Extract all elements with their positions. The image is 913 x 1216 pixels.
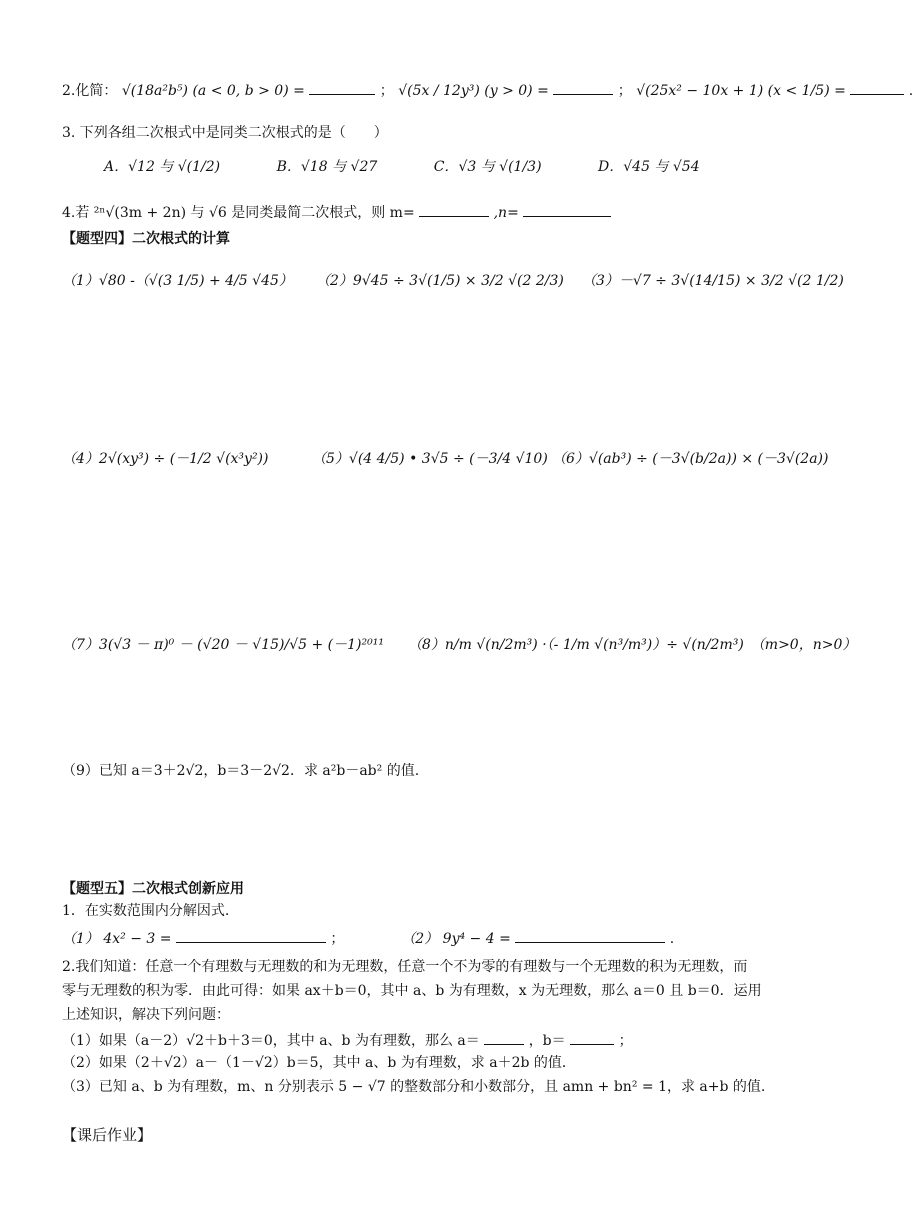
section-4-title: 【题型四】二次根式的计算 xyxy=(62,231,230,247)
option-a-expr: √12 与 √(1/2) xyxy=(128,159,221,175)
option-b-letter: B． xyxy=(276,159,301,175)
option-d-letter: D． xyxy=(598,159,624,175)
q2-expr-1: √(18a²b⁵) (a < 0, b > 0) = xyxy=(121,83,305,99)
option-d-expr: √45 与 √54 xyxy=(623,159,700,175)
calc-item-1: （1）√80 -（√(3 1/5) + 4/5 √45） xyxy=(62,273,293,289)
question-3-stem: 3. 下列各组二次根式中是同类二次根式的是（ ） xyxy=(62,125,388,141)
homework-title: 【课后作业】 xyxy=(62,1126,153,1144)
option-c-letter: C． xyxy=(433,159,459,175)
option-a-letter: A． xyxy=(104,159,129,175)
q2-sep-2: ； xyxy=(617,83,632,99)
q2-blank-3 xyxy=(850,80,904,95)
option-c xyxy=(434,158,542,176)
s5-q1-parts xyxy=(62,928,674,948)
option-a xyxy=(104,158,220,176)
s5-q1-a: （1） 4x² − 3 = xyxy=(62,931,172,947)
s5-q2-para-2: 零与无理数的积为零．由此可得：如果 ax＋b＝0，其中 a、b 为有理数，x 为无理数，那么 a＝0 且 b＝0．运用 xyxy=(62,983,762,999)
s5-q1-a-blank xyxy=(176,928,326,943)
calc-item-2: （2）9√45 ÷ 3√(1/5) × 3/2 √(2 2/3) xyxy=(316,273,564,289)
calc-item-5: （5）√(4 4/5) • 3√5 ÷ (－3/4 √10) xyxy=(312,451,548,467)
q4-blank-m xyxy=(419,202,489,217)
s5-q1-b-blank xyxy=(515,928,665,943)
question-2 xyxy=(62,80,913,100)
s5-q2-sub-1 xyxy=(62,1030,633,1050)
calc-item-8: （8）n/m √(n/2m³) ·（- 1/m √(n³/m³)）÷ √(n/2m³) （m>0，n>0） xyxy=(408,637,857,653)
option-b-expr: √18 与 √27 xyxy=(300,159,378,175)
s5-q2-sub-1-mid: ，b＝ xyxy=(528,1033,566,1049)
s5-q2-sub-1-blank-b xyxy=(570,1030,614,1045)
s5-q1-stem: 1．在实数范围内分解因式. xyxy=(62,903,230,919)
calc-item-3: （3）－√7 ÷ 3√(14/15) × 3/2 √(2 1/2) xyxy=(582,273,844,289)
s5-q2-sub-1-blank-a xyxy=(484,1030,524,1045)
s5-q2-sub-1-end: ； xyxy=(618,1033,633,1049)
q2-sep-1: ； xyxy=(379,83,394,99)
calc-item-4: （4）2√(xy³) ÷ (－1/2 √(x³y²)) xyxy=(62,451,269,467)
s5-q2-para-1: 2.我们知道：任意一个有理数与无理数的和为无理数，任意一个不为零的有理数与一个无理数的积为无理数，而 xyxy=(62,959,748,975)
question-4 xyxy=(62,202,611,222)
s5-q1-b: （2） 9y⁴ − 4 = xyxy=(401,931,511,947)
q2-blank-1 xyxy=(309,80,375,95)
q4-text: 4.若 ²ⁿ√(3m + 2n) 与 √6 是同类最简二次根式，则 m= xyxy=(62,205,415,221)
section-5-title: 【题型五】二次根式创新应用 xyxy=(62,881,244,897)
calc-item-6: （6）√(ab³) ÷ (－3√(b/2a)) × (－3√(2a)) xyxy=(552,451,829,467)
s5-q1-b-end: . xyxy=(669,931,675,947)
option-c-expr: √3 与 √(1/3) xyxy=(458,159,542,175)
option-d xyxy=(598,158,700,176)
q4-mid: ,n= xyxy=(493,205,519,221)
option-b xyxy=(277,158,378,176)
q4-blank-n xyxy=(523,202,611,217)
calc-item-9: （9）已知 a＝3＋2√2，b＝3－2√2．求 a²b－ab² 的值. xyxy=(62,763,420,779)
s5-q1-a-end: ； xyxy=(330,931,345,947)
s5-q2-sub-2: （2）如果（2＋√2）a－（1－√2）b＝5，其中 a、b 为有理数，求 a＋2b 的值． xyxy=(62,1055,576,1071)
q2-prefix: 2.化简： xyxy=(62,83,118,99)
s5-q2-sub-3: （3）已知 a、b 为有理数，m、n 分别表示 5 − √7 的整数部分和小数部分，且 amn + bn² = 1，求 a+b 的值. xyxy=(62,1079,766,1095)
question-3-options xyxy=(104,158,752,176)
s5-q2-para-3: 上述知识，解决下列问题： xyxy=(62,1007,230,1023)
calc-item-7: （7）3(√3 － π)⁰ － (√20 － √15)/√5 + (－1)²⁰¹¹ xyxy=(62,637,384,653)
q2-end: . xyxy=(908,83,913,99)
q2-expr-3: √(25x² − 10x + 1) (x < 1/5) = xyxy=(636,83,846,99)
q2-blank-2 xyxy=(553,80,613,95)
q2-expr-2: √(5x / 12y³) (y > 0) = xyxy=(398,83,549,99)
s5-q2-sub-1-text: （1）如果（a－2）√2＋b＋3＝0，其中 a、b 为有理数，那么 a＝ xyxy=(62,1033,480,1049)
